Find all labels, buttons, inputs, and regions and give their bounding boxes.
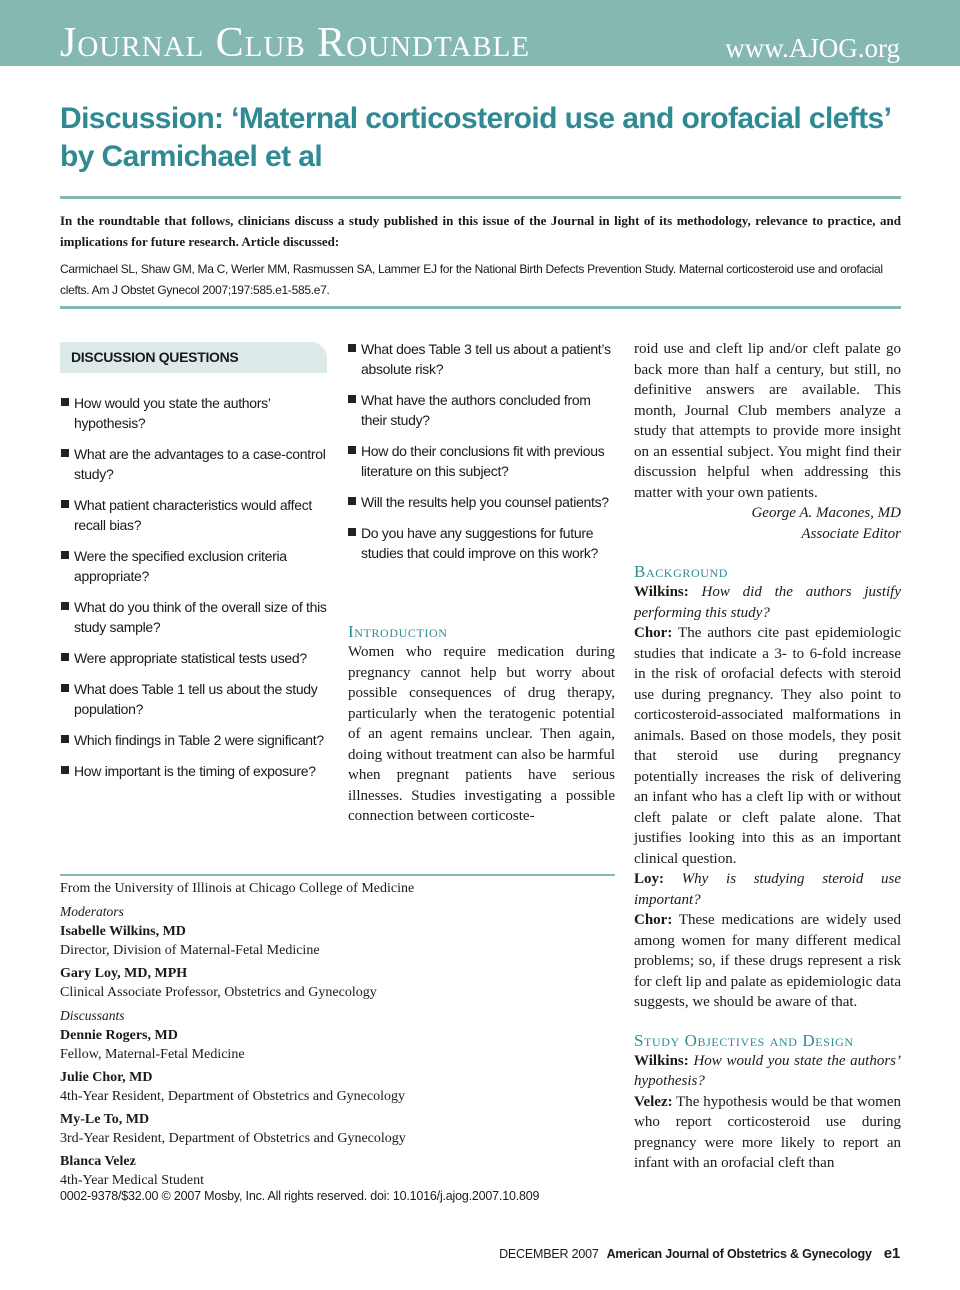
question-item: Were appropriate statistical tests used? xyxy=(61,648,331,668)
discussant-name: Julie Chor, MD xyxy=(60,1069,153,1085)
discussant-position: 3rd-Year Resident, Department of Obstetrics and Gynecology xyxy=(60,1131,406,1146)
moderator-position: Clinical Associate Professor, Obstetrics and Gynecology xyxy=(60,985,377,1000)
signature-name: George A. Macones, MD xyxy=(751,505,901,521)
discussants-label: Discussants xyxy=(60,1007,125,1023)
question-item: Which findings in Table 2 were significant? xyxy=(61,730,331,750)
discussion-questions-label: DISCUSSION QUESTIONS xyxy=(71,349,239,365)
discussant-name: My-Le To, MD xyxy=(60,1111,150,1127)
speaker: Chor: xyxy=(634,625,673,641)
question-item: How do their conclusions fit with previous literature on this subject? xyxy=(348,441,614,481)
discussant-position: Fellow, Maternal-Fetal Medicine xyxy=(60,1047,245,1062)
introduction-heading: Introduction xyxy=(348,622,448,641)
question-list-2 xyxy=(348,339,614,574)
question-item: Will the results help you counsel patients? xyxy=(348,492,614,512)
speaker: Wilkins: xyxy=(634,1052,689,1069)
question-item: How important is the timing of exposure? xyxy=(61,761,331,781)
article-intro: In the roundtable that follows, clinicians discuss a study published in this issue of the Journal in light of its methodology, relevance to practice, and implications for future research. Article discussed: xyxy=(60,213,901,249)
question-text: How did the authors justify performing this study? xyxy=(634,584,901,621)
moderator-name: Isabelle Wilkins, MD xyxy=(60,923,186,939)
question-text: Why is studying steroid use important? xyxy=(634,871,902,908)
page-number: e1 xyxy=(883,1245,900,1262)
divider xyxy=(60,874,615,876)
introduction-text-b: roid use and cleft lip and/or cleft palate go back more than half a century, but still, no definitive answers are available. This month, Journal Club members analyze a study that attempts to provide more insight on an essential subject. You might find their discussion helpful when addressing this matter with your own patients. xyxy=(634,341,901,501)
objectives-a1 xyxy=(634,1092,901,1174)
question-list-1 xyxy=(61,393,331,792)
moderator-position: Director, Division of Maternal-Fetal Medicine xyxy=(60,943,320,958)
signature-title: Associate Editor xyxy=(801,525,901,542)
article-citation: Carmichael SL, Shaw GM, Ma C, Werler MM, Rasmussen SA, Lammer EJ for the National Birth Defects Prevention Study. Maternal corticosteroid use and orofacial clefts. Am J Obstet Gynecol 2007;197:585.e1-585.e7. xyxy=(60,262,883,297)
question-item: Were the specified exclusion criteria appropriate? xyxy=(61,546,331,586)
speaker: Wilkins: xyxy=(634,584,689,600)
background-q1 xyxy=(634,582,901,623)
divider xyxy=(60,306,901,309)
question-item: What does Table 1 tell us about the study population? xyxy=(61,679,331,719)
journal-name: American Journal of Obstetrics & Gynecology xyxy=(606,1247,872,1261)
discussant-position: 4th-Year Resident, Department of Obstetrics and Gynecology xyxy=(60,1089,405,1104)
divider xyxy=(60,196,901,199)
moderator-name: Gary Loy, MD, MPH xyxy=(60,965,188,981)
speaker: Chor: xyxy=(634,912,673,928)
issue-date: DECEMBER 2007 xyxy=(499,1247,599,1261)
affiliations xyxy=(60,879,615,1192)
copyright: 0002-9378/$32.00 © 2007 Mosby, Inc. All rights reserved. doi: 10.1016/j.ajog.2007.10.809 xyxy=(60,1189,540,1203)
objectives-heading: Study Objectives and Design xyxy=(634,1030,854,1050)
speaker: Loy: xyxy=(634,871,664,887)
question-item: What are the advantages to a case-control study? xyxy=(61,444,331,484)
background-q2 xyxy=(634,869,901,910)
discussant-name: Blanca Velez xyxy=(60,1153,136,1169)
answer-text: These medications are widely used among women for many different medical problems; so, if these drugs represent a risk for cleft lip and palate as epidemiologic data suggests, we should be aware of that. xyxy=(634,912,901,1010)
question-item: What do you think of the overall size of this study sample? xyxy=(61,597,331,637)
answer-text: The authors cite past epidemiologic studies that indicate a 3- to 6-fold increase in the risk of orofacial defects with steroid use during pregnancy. They also point to corticosteroid-associated malformations in animals. Based on those models, they posit that steroid use during pregnancy potentially increases the risk of delivering an infant who has a cleft lip with or without cleft palate or cleft palate alone. That justifies looking into this as an important clinical question. xyxy=(634,625,901,867)
question-text: How would you state the authors’ hypothesis? xyxy=(634,1052,901,1089)
discussion-questions-header xyxy=(60,342,327,373)
answer-text: The hypothesis would be that women who report corticosteroid use during pregnancy were more likely to report an infant with an orofacial cleft than xyxy=(634,1093,901,1171)
introduction-section xyxy=(348,622,615,827)
background-a2 xyxy=(634,910,901,1013)
question-item: What patient characteristics would affect recall bias? xyxy=(61,495,331,535)
section-title: Journal Club Roundtable xyxy=(60,20,531,66)
right-column xyxy=(634,339,901,1174)
objectives-q1 xyxy=(634,1051,901,1092)
journal-banner xyxy=(0,0,960,66)
question-item: Do you have any suggestions for future studies that could improve on this work? xyxy=(348,523,614,563)
background-heading: Background xyxy=(634,562,729,581)
moderators-label: Moderators xyxy=(60,903,124,919)
question-item: What does Table 3 tell us about a patient’s absolute risk? xyxy=(348,339,614,379)
discussant-name: Dennie Rogers, MD xyxy=(60,1027,178,1043)
background-a1 xyxy=(634,623,901,869)
article-title: Discussion: ‘Maternal corticosteroid use and orofacial clefts’ by Carmichael et al xyxy=(60,102,890,173)
journal-url[interactable]: www.AJOG.org xyxy=(725,33,900,63)
page-footer xyxy=(499,1245,900,1262)
institution: From the University of Illinois at Chicago College of Medicine xyxy=(60,881,415,896)
question-item: How would you state the authors’ hypothesis? xyxy=(61,393,331,433)
question-item: What have the authors concluded from their study? xyxy=(348,390,614,430)
speaker: Velez: xyxy=(634,1093,673,1110)
discussant-position: 4th-Year Medical Student xyxy=(60,1173,204,1188)
introduction-text-a: Women who require medication during pregnancy cannot help but worry about possible consequences of drug therapy, particularly when the teratogenic potential of an agent remains unclear. Then again, doing without treatment can also be harmful when pregnant patients have serious illnesses. Studies investigating a possible connection between corticoste- xyxy=(348,644,615,824)
